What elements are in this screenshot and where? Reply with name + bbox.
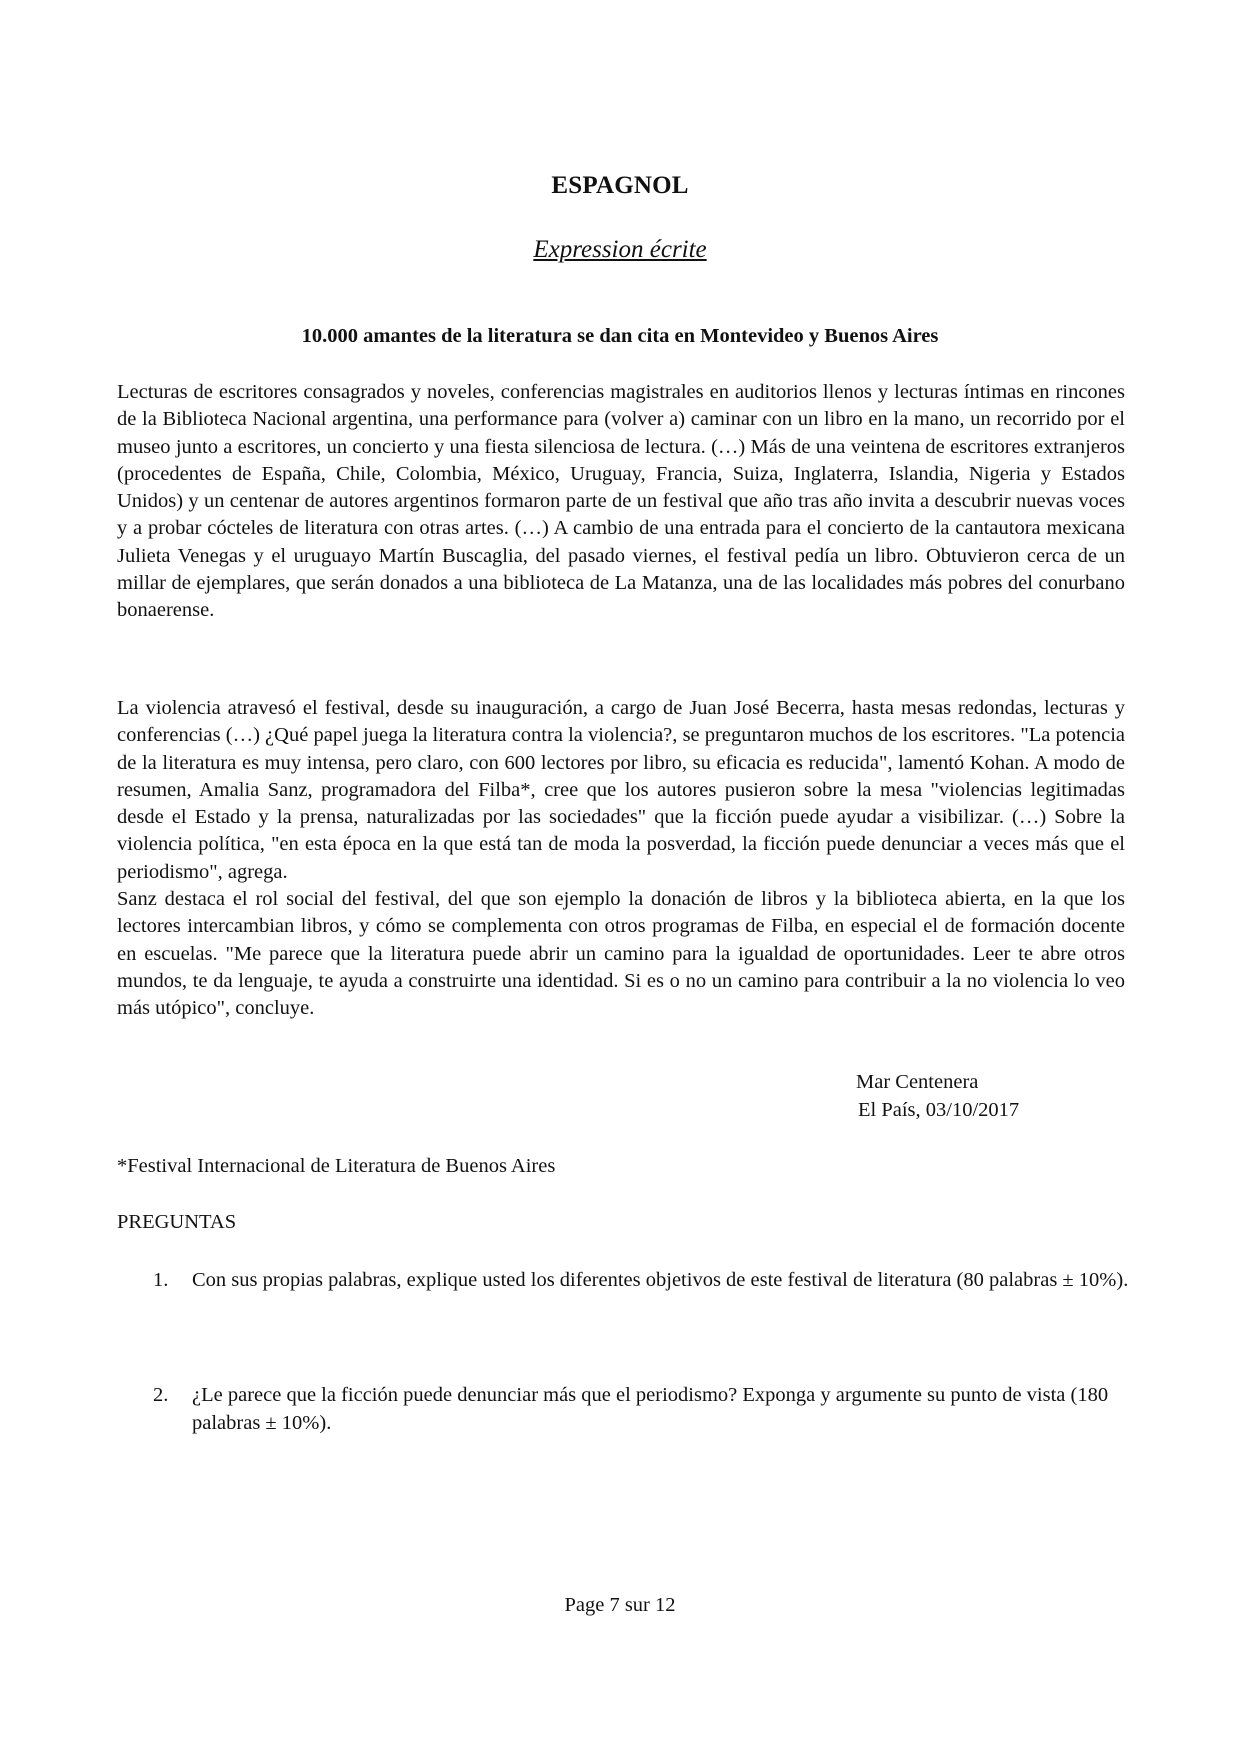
- question-text: ¿Le parece que la ficción puede denunciar más que el periodismo? Exponga y argumente su punto de vista (180 palabras ± 10%).: [192, 1384, 1109, 1434]
- article-paragraph-1: [117, 379, 1125, 625]
- article-headline: 10.000 amantes de la literatura se dan cita en Montevideo y Buenos Aires: [301, 325, 939, 347]
- exercise-type: Expression écrite: [533, 236, 707, 263]
- question-number: 2.: [153, 1384, 169, 1406]
- page-number: Page 7 sur 12: [564, 1594, 676, 1616]
- questions-heading: PREGUNTAS: [117, 1211, 237, 1233]
- article-author: Mar Centenera: [856, 1071, 979, 1093]
- subject-title: ESPAGNOL: [551, 172, 689, 199]
- article-footnote: *Festival Internacional de Literatura de Buenos Aires: [117, 1155, 556, 1177]
- article-paragraph-text: Sanz destaca el rol social del festival, del que son ejemplo la donación de libros y la biblioteca abierta, en la que los lectores intercambian libros, y cómo se complementa con otros programas de Filba, en especial el de formación docente en escuelas. "Me parece que la literatura puede abrir un camino para la igualdad de oportunidades. Leer te abre otros mundos, te da lenguaje, te ayuda a construirte una identidad. Si es o no un camino para contribuir a la no violencia lo veo más utópico", concluye.: [117, 888, 1125, 1020]
- article-paragraph-text: Lecturas de escritores consagrados y noveles, conferencias magistrales en auditorios llenos y lecturas íntimas en rincones de la Biblioteca Nacional argentina, una performance para (volver a) caminar con un libro en la mano, un recorrido por el museo junto a escritores, un concierto y una fiesta silenciosa de lectura. (…) Más de una veintena de escritores extranjeros (procedentes de España, Chile, Colombia, México, Uruguay, Francia, Suiza, Inglaterra, Islandia, Nigeria y Estados Unidos) y un centenar de autores argentinos formaron parte de un festival que año tras año invita a descubrir nuevas voces y a probar cócteles de literatura con otras artes. (…) A cambio de una entrada para el concierto de la cantautora mexicana Julieta Venegas y el uruguayo Martín Buscaglia, del pasado viernes, el festival pedía un libro. Obtuvieron cerca de un millar de ejemplares, que serán donados a una biblioteca de La Matanza, una de las localidades más pobres del conurbano bonaerense.: [117, 381, 1125, 622]
- article-paragraph-2: [117, 695, 1125, 1023]
- article-source: El País, 03/10/2017: [858, 1099, 1020, 1121]
- question-number: 1.: [153, 1269, 169, 1291]
- article-paragraph-text: La violencia atravesó el festival, desde su inauguración, a cargo de Juan José Becerra, hasta mesas redondas, lecturas y conferencias (…) ¿Qué papel juega la literatura contra la violencia?, se preguntaron muchos de los escritores. "La potencia de la literatura es muy intensa, pero claro, con 600 lectores por libro, su eficacia es reducida", lamentó Kohan. A modo de resumen, Amalia Sanz, programadora del Filba*, cree que los autores pusieron sobre la mesa "violencias legitimadas desde el Estado y la prensa, naturalizadas por las sociedades" que la ficción puede ayudar a visibilizar. (…) Sobre la violencia política, "en esta época en la que está tan de moda la posverdad, la ficción puede denunciar a veces más que el periodismo", agrega.: [117, 697, 1125, 883]
- question-text: Con sus propias palabras, explique usted los diferentes objetivos de este festival de literatura (80 palabras ± 10%).: [192, 1269, 1129, 1291]
